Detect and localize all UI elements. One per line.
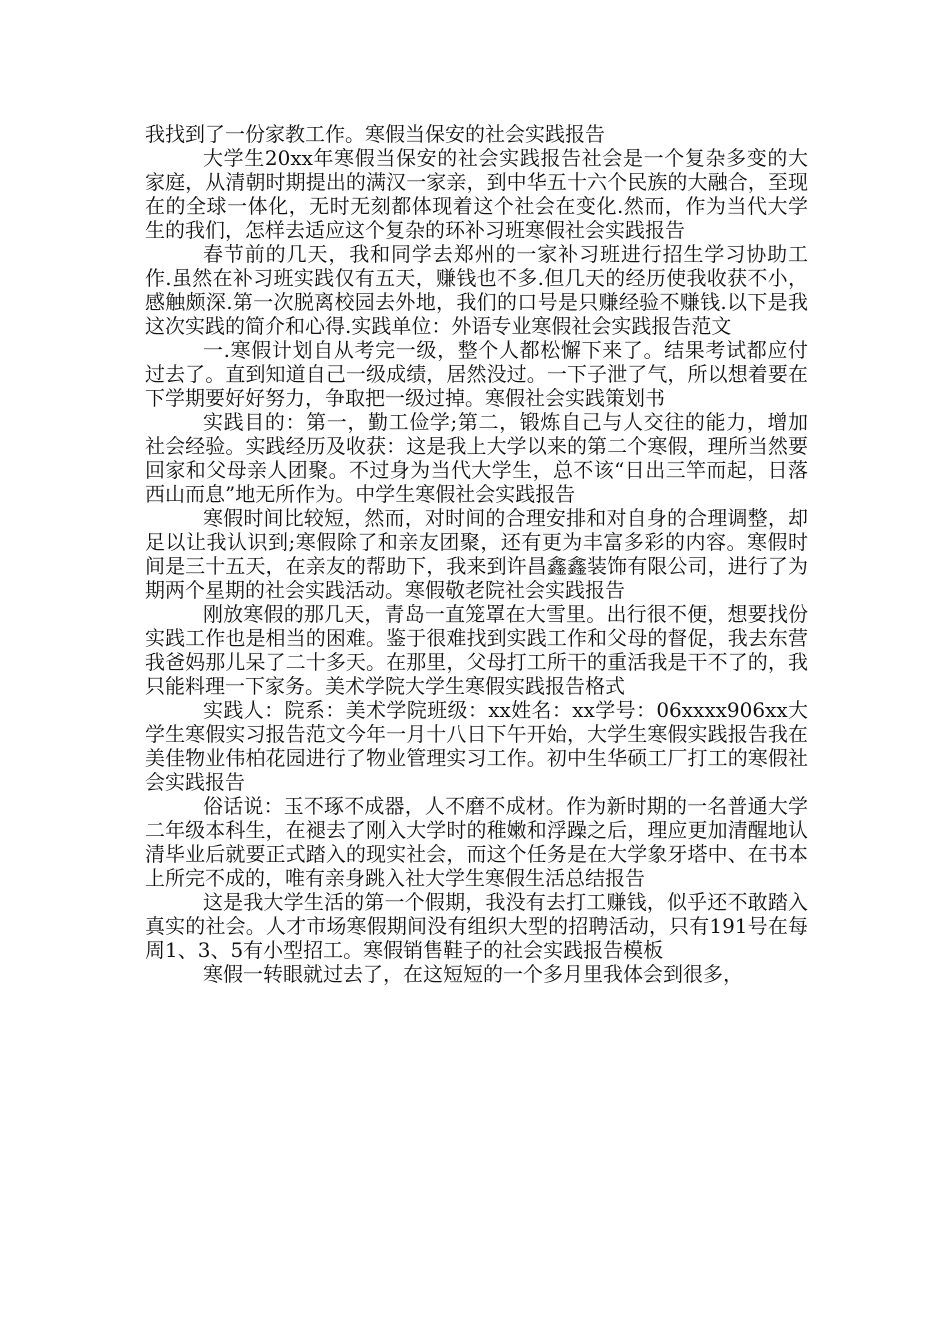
paragraph-5: 实践目的：第一，勤工俭学;第二，锻炼自己与人交往的能力，增加社会经验。实践经历及收获：这是我上大学以来的第二个寒假，理所当然要回家和父母亲人团聚。不过身为当代大学生，总不该“日出三竿而起，日落西山而息”地无所作为。中学生寒假社会实践报告 <box>145 410 808 506</box>
document-body <box>145 122 808 986</box>
paragraph-6: 寒假时间比较短，然而，对时间的合理安排和对自身的合理调整，却足以让我认识到;寒假除了和亲友团聚，还有更为丰富多彩的内容。寒假时间是三十五天，在亲友的帮助下，我来到许昌鑫鑫装饰有限公司，进行了为期两个星期的社会实践活动。寒假敬老院社会实践报告 <box>145 506 808 602</box>
paragraph-4: 一.寒假计划自从考完一级，整个人都松懈下来了。结果考试都应付过去了。直到知道自己一级成绩，居然没过。一下子泄了气，所以想着要在下学期要好好努力，争取把一级过掉。寒假社会实践策划书 <box>145 338 808 410</box>
paragraph-10: 这是我大学生活的第一个假期，我没有去打工赚钱，似乎还不敢踏入真实的社会。人才市场寒假期间没有组织大型的招聘活动，只有191号在每周1、3、5有小型招工。寒假销售鞋子的社会实践报告模板 <box>145 890 808 962</box>
paragraph-2: 大学生20xx年寒假当保安的社会实践报告社会是一个复杂多变的大家庭，从清朝时期提出的满汉一家亲，到中华五十六个民族的大融合，至现在的全球一体化，无时无刻都体现着这个社会在变化.然而，作为当代大学生的我们，怎样去适应这个复杂的环补习班寒假社会实践报告 <box>145 146 808 242</box>
paragraph-1: 我找到了一份家教工作。寒假当保安的社会实践报告 <box>145 122 605 146</box>
paragraph-9: 俗话说：玉不琢不成器，人不磨不成材。作为新时期的一名普通大学二年级本科生，在褪去了刚入大学时的稚嫩和浮躁之后，理应更加清醒地认清毕业后就要正式踏入的现实社会，而这个任务是在大学象牙塔中、在书本上所完不成的，唯有亲身跳入社大学生寒假生活总结报告 <box>145 794 808 890</box>
paragraph-11: 寒假一转眼就过去了，在这短短的一个多月里我体会到很多， <box>203 962 743 986</box>
paragraph-7: 刚放寒假的那几天，青岛一直笼罩在大雪里。出行很不便，想要找份实践工作也是相当的困难。鉴于很难找到实践工作和父母的督促，我去东营我爸妈那儿呆了二十多天。在那里，父母打工所干的重活我是干不了的，我只能料理一下家务。美术学院大学生寒假实践报告格式 <box>145 602 808 698</box>
paragraph-8: 实践人：院系：美术学院班级：xx姓名：xx学号：06xxxx906xx大学生寒假实习报告范文今年一月十八日下午开始，大学生寒假实践报告我在美佳物业伟柏花园进行了物业管理实习工作。初中生华硕工厂打工的寒假社会实践报告 <box>145 698 808 794</box>
paragraph-3: 春节前的几天，我和同学去郑州的一家补习班进行招生学习协助工作.虽然在补习班实践仅有五天，赚钱也不多.但几天的经历使我收获不小，感触颇深.第一次脱离校园去外地，我们的口号是只赚经验不赚钱.以下是我这次实践的简介和心得.实践单位：外语专业寒假社会实践报告范文 <box>145 242 808 338</box>
